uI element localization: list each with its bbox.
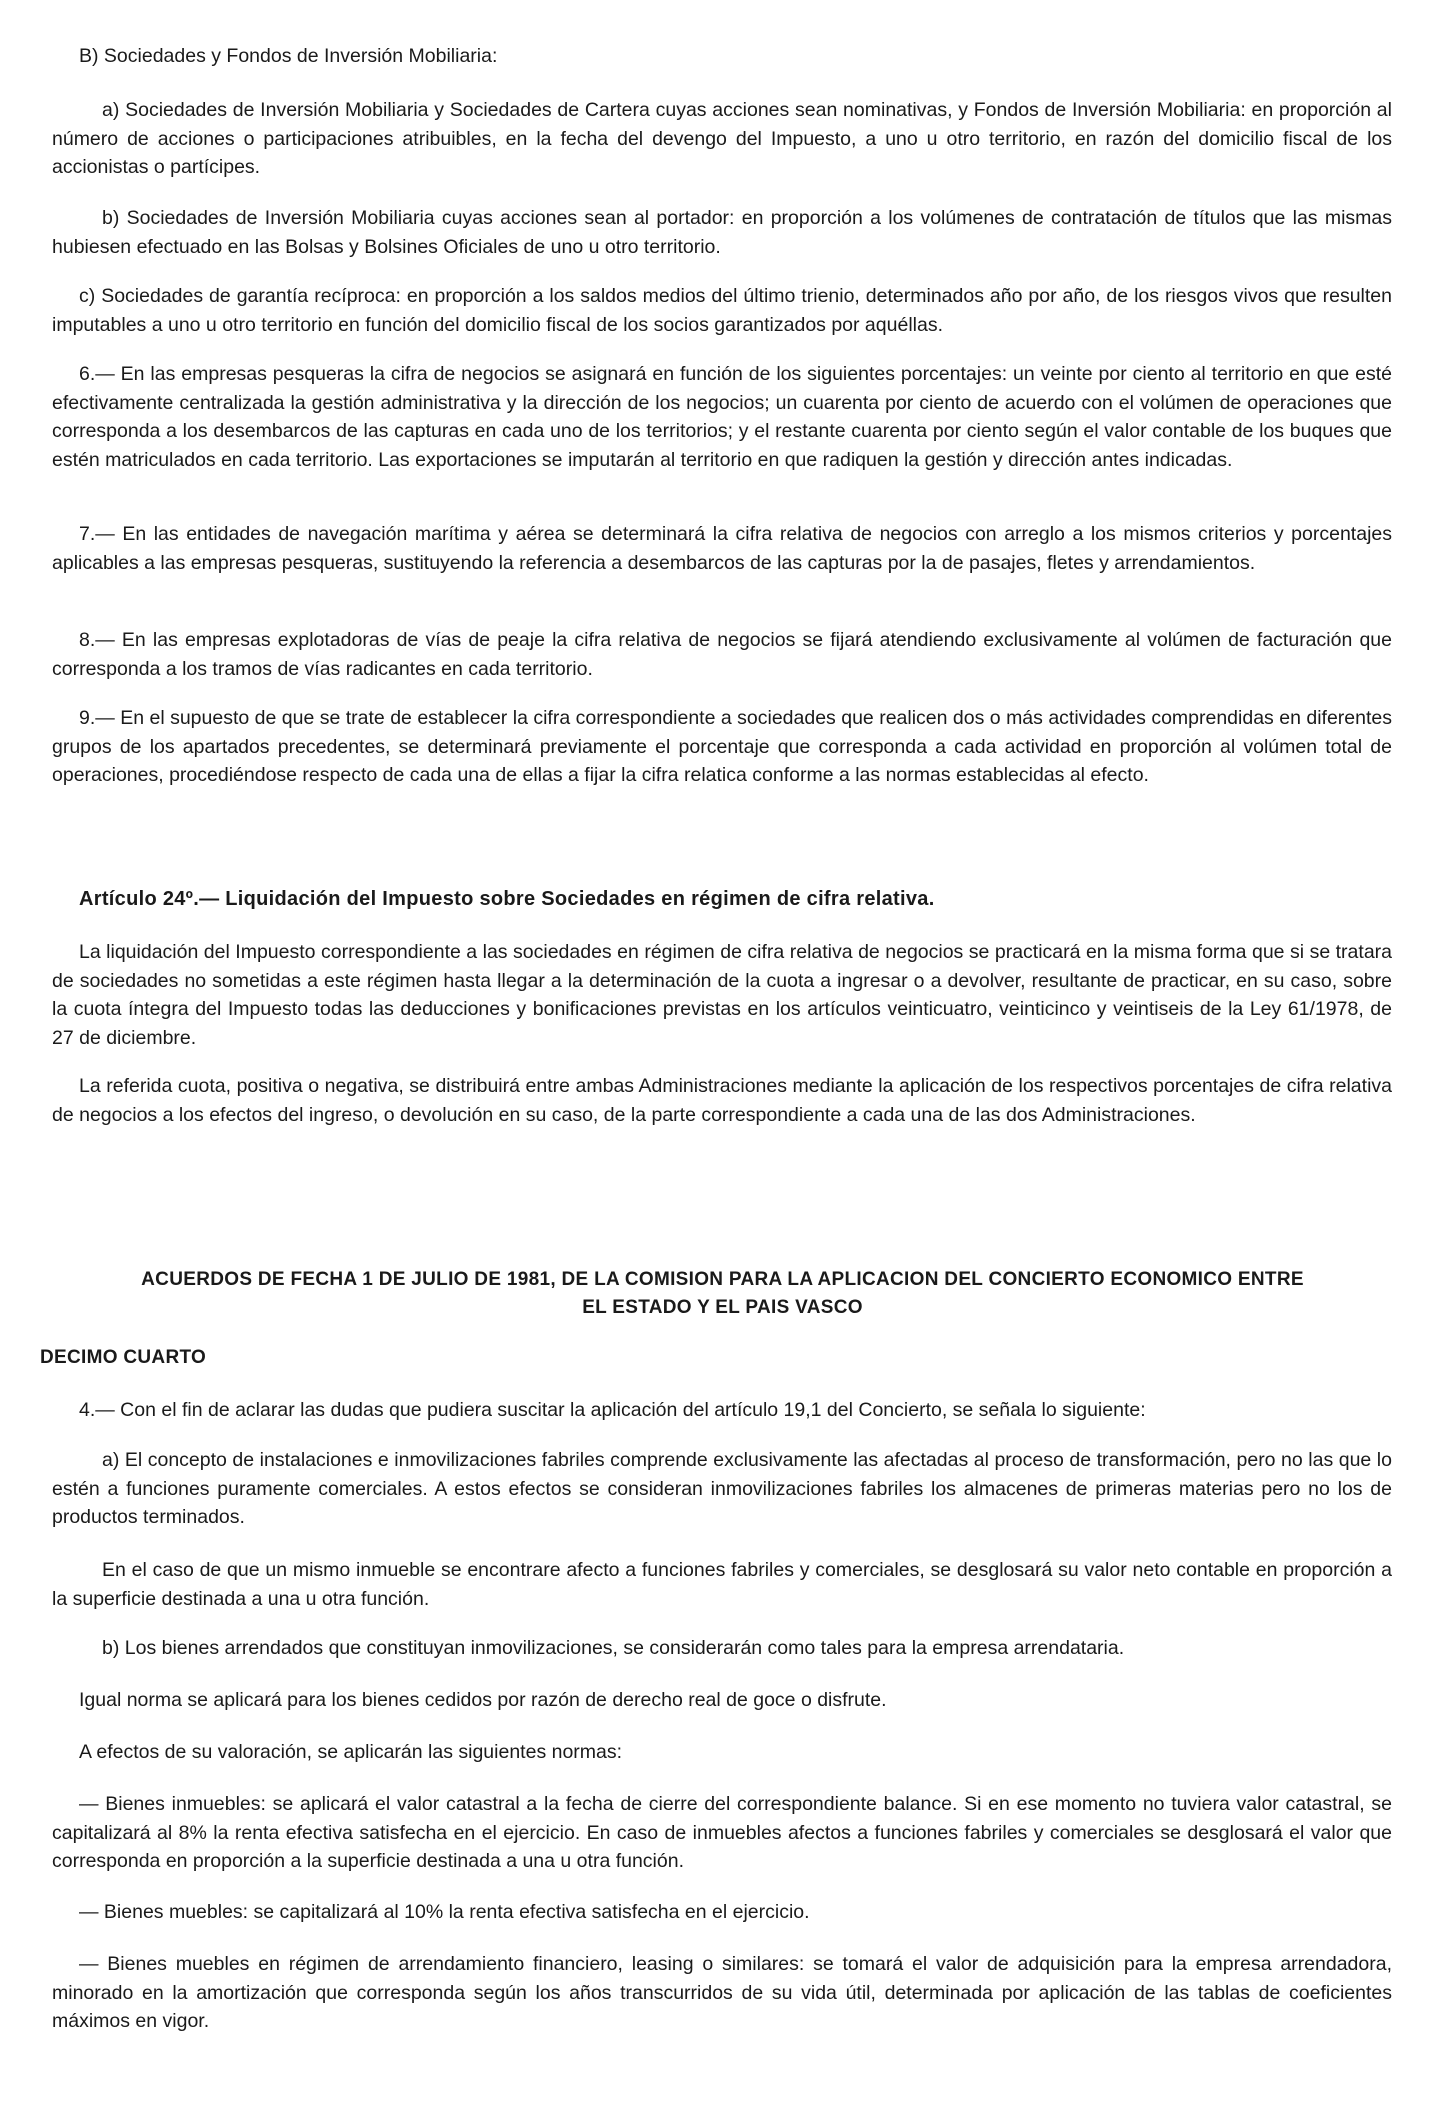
paragraph-6: 6.— En las empresas pesqueras la cifra de negocios se asignará en función de los siguientes porcentajes: un veinte por ciento al territorio en que esté efectivamente centralizada la gestión administrativa y la dirección de los negocios; un cuarenta por ciento de acuerdo con el volúmen de operaciones que corresponda a los desembarcos de las capturas en cada uno de los territorios; y el restante cuarenta por ciento según el valor contable de los buques que estén matriculados en cada territorio. Las exportaciones se imputarán al territorio en que radiquen la gestión y dirección antes indicadas.	[52, 363, 1392, 471]
acuerdos-paragraph-caso: En el caso de que un mismo inmueble se encontrare afecto a funciones fabriles y comerciales, se desglosará su valor neto contable en proporción a la superficie destinada a una u otra función.	[52, 1559, 1392, 1610]
acuerdos-subtitle: DECIMO CUARTO	[40, 1347, 207, 1368]
acuerdos-paragraph-b: b) Los bienes arrendados que constituyan inmovilizaciones, se considerarán como tales para la empresa arrendataria.	[102, 1637, 1125, 1659]
acuerdos-paragraph-muebles: — Bienes muebles: se capitalizará al 10% la renta efectiva satisfecha en el ejercicio.	[79, 1901, 810, 1923]
acuerdos-paragraph-efectos: A efectos de su valoración, se aplicarán las siguientes normas:	[79, 1741, 623, 1763]
acuerdos-title	[40, 1266, 1405, 1322]
section-b-title: B) Sociedades y Fondos de Inversión Mobiliaria:	[79, 45, 498, 67]
acuerdos-paragraph-4: 4.— Con el fin de aclarar las dudas que pudiera suscitar la aplicación del artículo 19,1 del Concierto, se señala lo siguiente:	[79, 1399, 1146, 1421]
article-24-paragraph-2: La referida cuota, positiva o negativa, se distribuirá entre ambas Administraciones mediante la aplicación de los respectivos porcentajes de cifra relativa de negocios a los efectos del ingreso, o devolución en su caso, de la parte correspondiente a cada una de las dos Administraciones.	[52, 1075, 1392, 1126]
acuerdos-paragraph-leasing: — Bienes muebles en régimen de arrendamiento financiero, leasing o similares: se tomará el valor de adquisición para la empresa arrendadora, minorado en la amortización que corresponda según los años transcurridos de su vida útil, determinada por aplicación de las tablas de coeficientes máximos en vigor.	[52, 1953, 1392, 2033]
article-24-paragraph-1: La liquidación del Impuesto correspondiente a las sociedades en régimen de cifra relativa de negocios se practicará en la misma forma que si se tratara de sociedades no sometidas a este régimen hasta llegar a la determinación de la cuota a ingresar o a devolver, resultante de practicar, en su caso, sobre la cuota íntegra del Impuesto todas las deducciones y bonificaciones previstas en los artículos veinticuatro, veinticinco y veintiseis de la Ley 61/1978, de 27 de diciembre.	[52, 941, 1392, 1049]
section-b-paragraph-b: b) Sociedades de Inversión Mobiliaria cuyas acciones sean al portador: en proporción a los volúmenes de contratación de títulos que las mismas hubiesen efectuado en las Bolsas y Bolsines Oficiales de uno u otro territorio.	[52, 207, 1392, 258]
paragraph-8: 8.— En las empresas explotadoras de vías de peaje la cifra relativa de negocios se fijará atendiendo exclusivamente al volúmen de facturación que corresponda a los tramos de vías radicantes en cada territorio.	[52, 629, 1392, 680]
acuerdos-paragraph-inmuebles: — Bienes inmuebles: se aplicará el valor catastral a la fecha de cierre del correspondiente balance. Si en ese momento no tuviera valor catastral, se capitalizará al 8% la renta efectiva satisfecha en el ejercicio. En caso de inmuebles afectos a funciones fabriles y comerciales se desglosará el valor que corresponda en proporción a la superficie destinada a una u otra función.	[52, 1793, 1392, 1873]
paragraph-7: 7.— En las entidades de navegación marítima y aérea se determinará la cifra relativa de negocios con arreglo a los mismos criterios y porcentajes aplicables a las empresas pesqueras, sustituyendo la referencia a desembarcos de las capturas por la de pasajes, fletes y arrendamientos.	[52, 523, 1392, 574]
acuerdos-title-line-1: ACUERDOS DE FECHA 1 DE JULIO DE 1981, DE LA COMISION PARA LA APLICACION DEL CONCIERTO ECONOMICO ENTRE	[141, 1269, 1304, 1290]
section-b-paragraph-a: a) Sociedades de Inversión Mobiliaria y Sociedades de Cartera cuyas acciones sean nominativas, y Fondos de Inversión Mobiliaria: en proporción al número de acciones o participaciones atribuibles, en la fecha del devengo del Impuesto, a uno u otro territorio, en razón del domicilio fiscal de los accionistas o partícipes.	[52, 99, 1392, 179]
section-b-paragraph-c: c) Sociedades de garantía recíproca: en proporción a los saldos medios del último trienio, determinados año por año, de los riesgos vivos que resulten imputables a uno u otro territorio en función del domicilio fiscal de los socios garantizados por aquéllas.	[52, 285, 1392, 336]
acuerdos-paragraph-igual: Igual norma se aplicará para los bienes cedidos por razón de derecho real de goce o disfrute.	[79, 1689, 887, 1711]
acuerdos-title-line-2: EL ESTADO Y EL PAIS VASCO	[582, 1297, 863, 1318]
acuerdos-paragraph-a: a) El concepto de instalaciones e inmovilizaciones fabriles comprende exclusivamente las afectadas al proceso de transformación, pero no las que lo estén a funciones puramente comerciales. A estos efectos se consideran inmovilizaciones fabriles los almacenes de primeras materias pero no los de productos terminados.	[52, 1449, 1392, 1529]
article-24-title: Artículo 24º.— Liquidación del Impuesto sobre Sociedades en régimen de cifra relativa.	[79, 888, 935, 910]
paragraph-9: 9.— En el supuesto de que se trate de establecer la cifra correspondiente a sociedades que realicen dos o más actividades comprendidas en diferentes grupos de los apartados precedentes, se determinará previamente el porcentaje que corresponda a cada actividad en proporción al volúmen total de operaciones, procediéndose respecto de cada una de ellas a fijar la cifra relatica conforme a las normas establecidas al efecto.	[52, 707, 1392, 787]
